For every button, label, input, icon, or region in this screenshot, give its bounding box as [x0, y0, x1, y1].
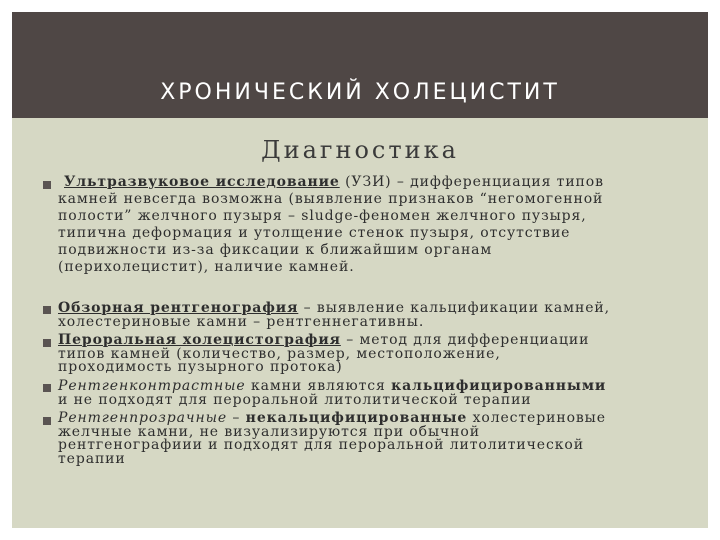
text-line: – метод для дифференциации: [340, 332, 590, 348]
term-noncalcified: некальцифицированные: [245, 410, 468, 426]
text-line: подвижности из-за фиксации к ближайшим органам: [58, 242, 493, 258]
bullet-square-icon: [43, 384, 51, 392]
term-calcified: кальцифицированными: [391, 378, 607, 394]
paragraph-ultrasound: [58, 174, 698, 276]
slide-title: ХРОНИЧЕСКИЙ ХОЛЕЦИСТИТ: [160, 80, 560, 105]
title-bar: [12, 12, 708, 118]
term-xray: Обзорная рентгенография: [58, 300, 299, 316]
bullet-square-icon: [43, 339, 51, 347]
text-line: камней невсегда возможна (выявление признаков “негомогенной: [58, 191, 604, 207]
text-line: типов камней (количество, размер, местоположение,: [58, 345, 501, 362]
paragraph-radiolucent: [58, 412, 698, 466]
text-line: (УЗИ) – дифференциация типов: [339, 174, 604, 190]
bullet-square-icon: [43, 417, 51, 425]
text-line: холестериновые: [467, 410, 606, 426]
paragraph-cholecystography: [58, 334, 698, 375]
term-ultrasound: Ультразвуковое исследование: [64, 174, 340, 190]
term-radiopaque: Рентгенконтрастные: [58, 378, 251, 394]
text-line: – выявление кальцификации камней,: [298, 300, 610, 316]
term-cholecystography: Пероральная холецистография: [58, 332, 341, 348]
text-line: проходимость пузырного протока): [58, 359, 343, 375]
paragraph-radiopaque: [58, 380, 698, 407]
text-line: полости” желчного пузыря – sludge-феномен желчного пузыря,: [58, 208, 587, 224]
text-fragment: камни являются: [250, 378, 392, 394]
text-fragment: –: [227, 410, 246, 426]
paragraph-xray: [58, 302, 698, 329]
term-radiolucent: Рентгенпрозрачные: [58, 410, 228, 426]
text-line: холестериновые камни – рентгеннегативны.: [58, 313, 425, 330]
text-line: (перихолецистит), наличие камней.: [58, 259, 355, 275]
text-line: и не подходят для пероральной литолитической терапии: [58, 391, 532, 408]
bullet-square-icon: [43, 306, 51, 314]
text-line: желчные камни, не визуализируются при обычной: [58, 423, 480, 440]
text-line: рентгенографиии и подходят для пероральной литолитической: [58, 437, 584, 453]
text-line: типична деформация и утолщение стенок пузыря, отсутствие: [58, 225, 571, 241]
text-line: терапии: [58, 450, 126, 467]
section-heading: Диагностика: [261, 136, 459, 164]
bullet-square-icon: [43, 181, 51, 189]
